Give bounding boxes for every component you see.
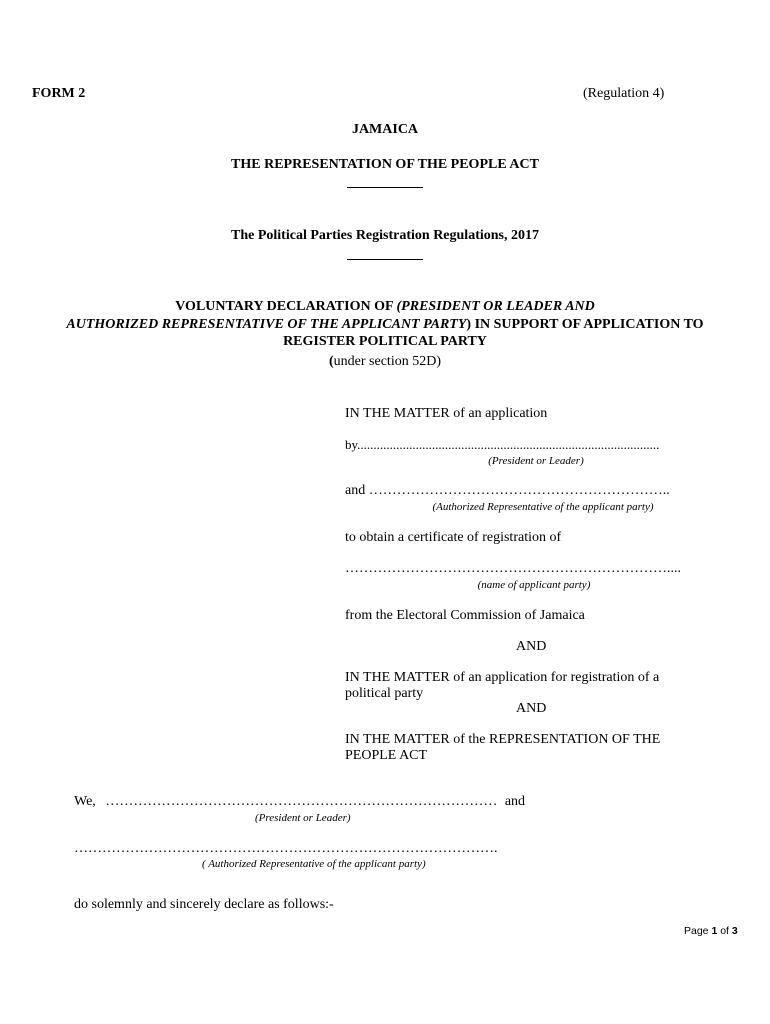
section-paren: ( — [329, 354, 334, 369]
matter-act-text: IN THE MATTER of the REPRESENTATION OF THE PEOPLE ACT — [345, 732, 661, 763]
electoral-commission-line: from the Electoral Commission of Jamaica — [345, 608, 585, 623]
form-label: FORM 2 — [32, 86, 86, 101]
declaration-heading-line3: REGISTER POLITICAL PARTY — [283, 334, 487, 349]
representative-fill-line: and ……………………………………………………….. — [345, 483, 670, 498]
act-title: THE REPRESENTATION OF THE PEOPLE ACT — [231, 157, 539, 172]
president-caption: (President or Leader) — [255, 812, 351, 824]
page-current: 1 — [711, 925, 718, 937]
page-number — [684, 925, 738, 937]
and-connector: AND — [516, 639, 547, 654]
declaration-heading-line2 — [0, 317, 770, 333]
party-name-caption: (name of applicant party) — [477, 579, 591, 591]
matter-registration-text: IN THE MATTER of an application for registration of a political party — [345, 670, 660, 701]
heading-text: ) IN SUPPORT OF APPLICATION TO — [466, 317, 704, 332]
declaration-statement: do solemnly and sincerely declare as follows:- — [74, 897, 334, 912]
and-connector: AND — [516, 701, 547, 716]
matter-application-line: IN THE MATTER of an application — [345, 406, 548, 421]
divider-rule — [347, 259, 423, 260]
section-text: under section 52D) — [333, 354, 441, 369]
page-word: Page — [684, 925, 709, 937]
of-word: of — [720, 925, 729, 937]
obtain-certificate-line: to obtain a certificate of registration of — [345, 530, 562, 545]
president-name-fill: ………………………………………………………………………… — [105, 794, 498, 809]
regulations-title: The Political Parties Registration Regulations, 2017 — [231, 228, 539, 243]
section-reference — [0, 354, 770, 370]
president-caption: (President or Leader) — [488, 455, 584, 467]
heading-italic-text: (PRESIDENT OR LEADER AND — [396, 299, 595, 314]
heading-text: VOLUNTARY DECLARATION OF — [175, 299, 397, 314]
heading-italic-text: AUTHORIZED REPRESENTATIVE OF THE APPLICANT PARTY — [66, 317, 467, 332]
representative-caption: (Authorized Representative of the applicant party) — [432, 501, 654, 513]
we-line — [74, 794, 525, 810]
representative-name-fill: ………………………………………………………………………………. — [74, 841, 498, 856]
regulation-reference: (Regulation 4) — [583, 86, 665, 101]
page-total: 3 — [731, 925, 738, 937]
president-fill-line: by............................................................................................. — [345, 437, 660, 452]
declaration-heading-line1 — [0, 299, 770, 315]
divider-rule — [347, 187, 423, 188]
party-name-fill-line: …………………………………………………………….... — [345, 561, 681, 576]
country-title: JAMAICA — [351, 122, 419, 137]
representative-caption: ( Authorized Representative of the applicant party) — [202, 858, 426, 870]
we-label: We, — [74, 794, 96, 809]
and-word: and — [504, 794, 526, 809]
